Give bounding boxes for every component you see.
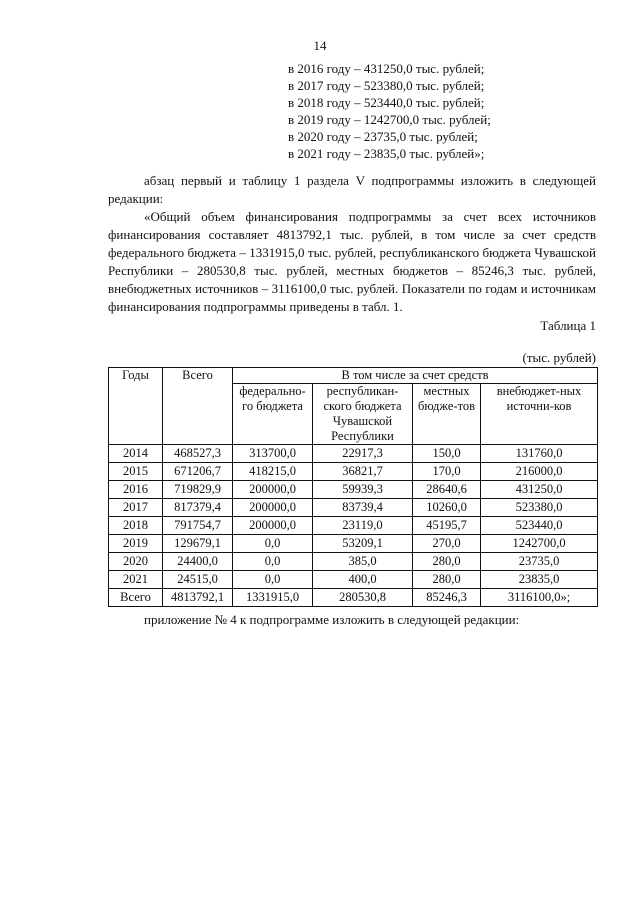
- year-funding-list: [288, 60, 491, 162]
- cell-extrabudgetary: 23735,0: [481, 553, 598, 571]
- cell-federal: 200000,0: [233, 481, 313, 499]
- cell-republican: 53209,1: [313, 535, 413, 553]
- appendix-paragraph: приложение № 4 к подпрограмме изложить в следующей редакции:: [144, 612, 520, 627]
- cell-extrabudgetary: 23835,0: [481, 571, 598, 589]
- header-republican: республикан-ского бюджета Чувашской Республики: [313, 384, 413, 445]
- cell-year: 2021: [109, 571, 163, 589]
- cell-federal: 200000,0: [233, 499, 313, 517]
- cell-republican: 59939,3: [313, 481, 413, 499]
- cell-local: 150,0: [413, 445, 481, 463]
- funding-paragraph: [108, 208, 596, 316]
- cell-federal: 418215,0: [233, 463, 313, 481]
- cell-local: 280,0: [413, 571, 481, 589]
- cell-republican: 280530,8: [313, 589, 413, 607]
- amendment-paragraph: [108, 172, 596, 208]
- cell-year: 2015: [109, 463, 163, 481]
- table-row: [109, 463, 598, 481]
- cell-total: 671206,7: [163, 463, 233, 481]
- cell-total: 719829,9: [163, 481, 233, 499]
- cell-extrabudgetary: 523380,0: [481, 499, 598, 517]
- cell-total: 468527,3: [163, 445, 233, 463]
- funding-paragraph-text: «Общий объем финансирования подпрограммы за счет всех источников финансирования составляет 4813792,1 тыс. рублей, в том числе за счет средств федерального бюджета – 1331915,0 тыс. рублей, республиканского бюджета Чувашской Республики – 280530,8 тыс. рублей, местных бюджетов – 85246,3 тыс. рублей, внебюджетных источников – 3116100,0 тыс. рублей. Показатели по годам и источникам финансирования подпрограммы приведены в табл. 1.: [108, 209, 596, 314]
- cell-year: 2017: [109, 499, 163, 517]
- header-federal: федерально-го бюджета: [233, 384, 313, 445]
- cell-local: 28640,6: [413, 481, 481, 499]
- year-funding-item: в 2019 году – 1242700,0 тыс. рублей;: [288, 112, 491, 127]
- cell-extrabudgetary: 131760,0: [481, 445, 598, 463]
- cell-year: 2018: [109, 517, 163, 535]
- cell-republican: 400,0: [313, 571, 413, 589]
- cell-extrabudgetary: 523440,0: [481, 517, 598, 535]
- cell-extrabudgetary: 3116100,0»;: [481, 589, 598, 607]
- cell-local: 10260,0: [413, 499, 481, 517]
- table-row: [109, 571, 598, 589]
- cell-local: 45195,7: [413, 517, 481, 535]
- year-funding-item: в 2016 году – 431250,0 тыс. рублей;: [288, 61, 485, 76]
- cell-year: Всего: [109, 589, 163, 607]
- cell-extrabudgetary: 216000,0: [481, 463, 598, 481]
- table-row: [109, 499, 598, 517]
- cell-federal: 0,0: [233, 553, 313, 571]
- cell-total: 129679,1: [163, 535, 233, 553]
- header-years: Годы: [109, 368, 163, 445]
- cell-total: 4813792,1: [163, 589, 233, 607]
- cell-local: 280,0: [413, 553, 481, 571]
- cell-total: 24400,0: [163, 553, 233, 571]
- year-funding-item: в 2018 году – 523440,0 тыс. рублей;: [288, 95, 485, 110]
- cell-republican: 36821,7: [313, 463, 413, 481]
- year-funding-item: в 2017 году – 523380,0 тыс. рублей;: [288, 78, 485, 93]
- year-funding-item: в 2020 году – 23735,0 тыс. рублей;: [288, 129, 478, 144]
- header-sources-group: В том числе за счет средств: [233, 368, 598, 384]
- cell-total: 791754,7: [163, 517, 233, 535]
- header-local: местных бюдже-тов: [413, 384, 481, 445]
- cell-extrabudgetary: 1242700,0: [481, 535, 598, 553]
- cell-federal: 313700,0: [233, 445, 313, 463]
- page-number: 14: [313, 38, 327, 53]
- amendment-paragraph-text: абзац первый и таблицу 1 раздела V подпрограммы изложить в следующей редакции:: [108, 173, 596, 206]
- cell-republican: 83739,4: [313, 499, 413, 517]
- table-row: [109, 535, 598, 553]
- table-row: [109, 553, 598, 571]
- cell-year: 2016: [109, 481, 163, 499]
- year-funding-item: в 2021 году – 23835,0 тыс. рублей»;: [288, 146, 485, 161]
- table-row: [109, 481, 598, 499]
- header-extrabudgetary: внебюджет-ных источни-ков: [481, 384, 598, 445]
- cell-local: 270,0: [413, 535, 481, 553]
- table-units: (тыс. рублей): [522, 350, 596, 365]
- cell-local: 85246,3: [413, 589, 481, 607]
- cell-extrabudgetary: 431250,0: [481, 481, 598, 499]
- cell-federal: 1331915,0: [233, 589, 313, 607]
- table-row: [109, 589, 598, 607]
- cell-year: 2019: [109, 535, 163, 553]
- cell-republican: 385,0: [313, 553, 413, 571]
- table-row: [109, 517, 598, 535]
- cell-republican: 22917,3: [313, 445, 413, 463]
- table-caption: Таблица 1: [540, 318, 596, 333]
- cell-federal: 0,0: [233, 571, 313, 589]
- funding-table: [108, 367, 598, 607]
- cell-total: 817379,4: [163, 499, 233, 517]
- cell-federal: 0,0: [233, 535, 313, 553]
- cell-total: 24515,0: [163, 571, 233, 589]
- cell-local: 170,0: [413, 463, 481, 481]
- table-row: [109, 445, 598, 463]
- cell-republican: 23119,0: [313, 517, 413, 535]
- cell-federal: 200000,0: [233, 517, 313, 535]
- header-total: Всего: [163, 368, 233, 445]
- cell-year: 2020: [109, 553, 163, 571]
- cell-year: 2014: [109, 445, 163, 463]
